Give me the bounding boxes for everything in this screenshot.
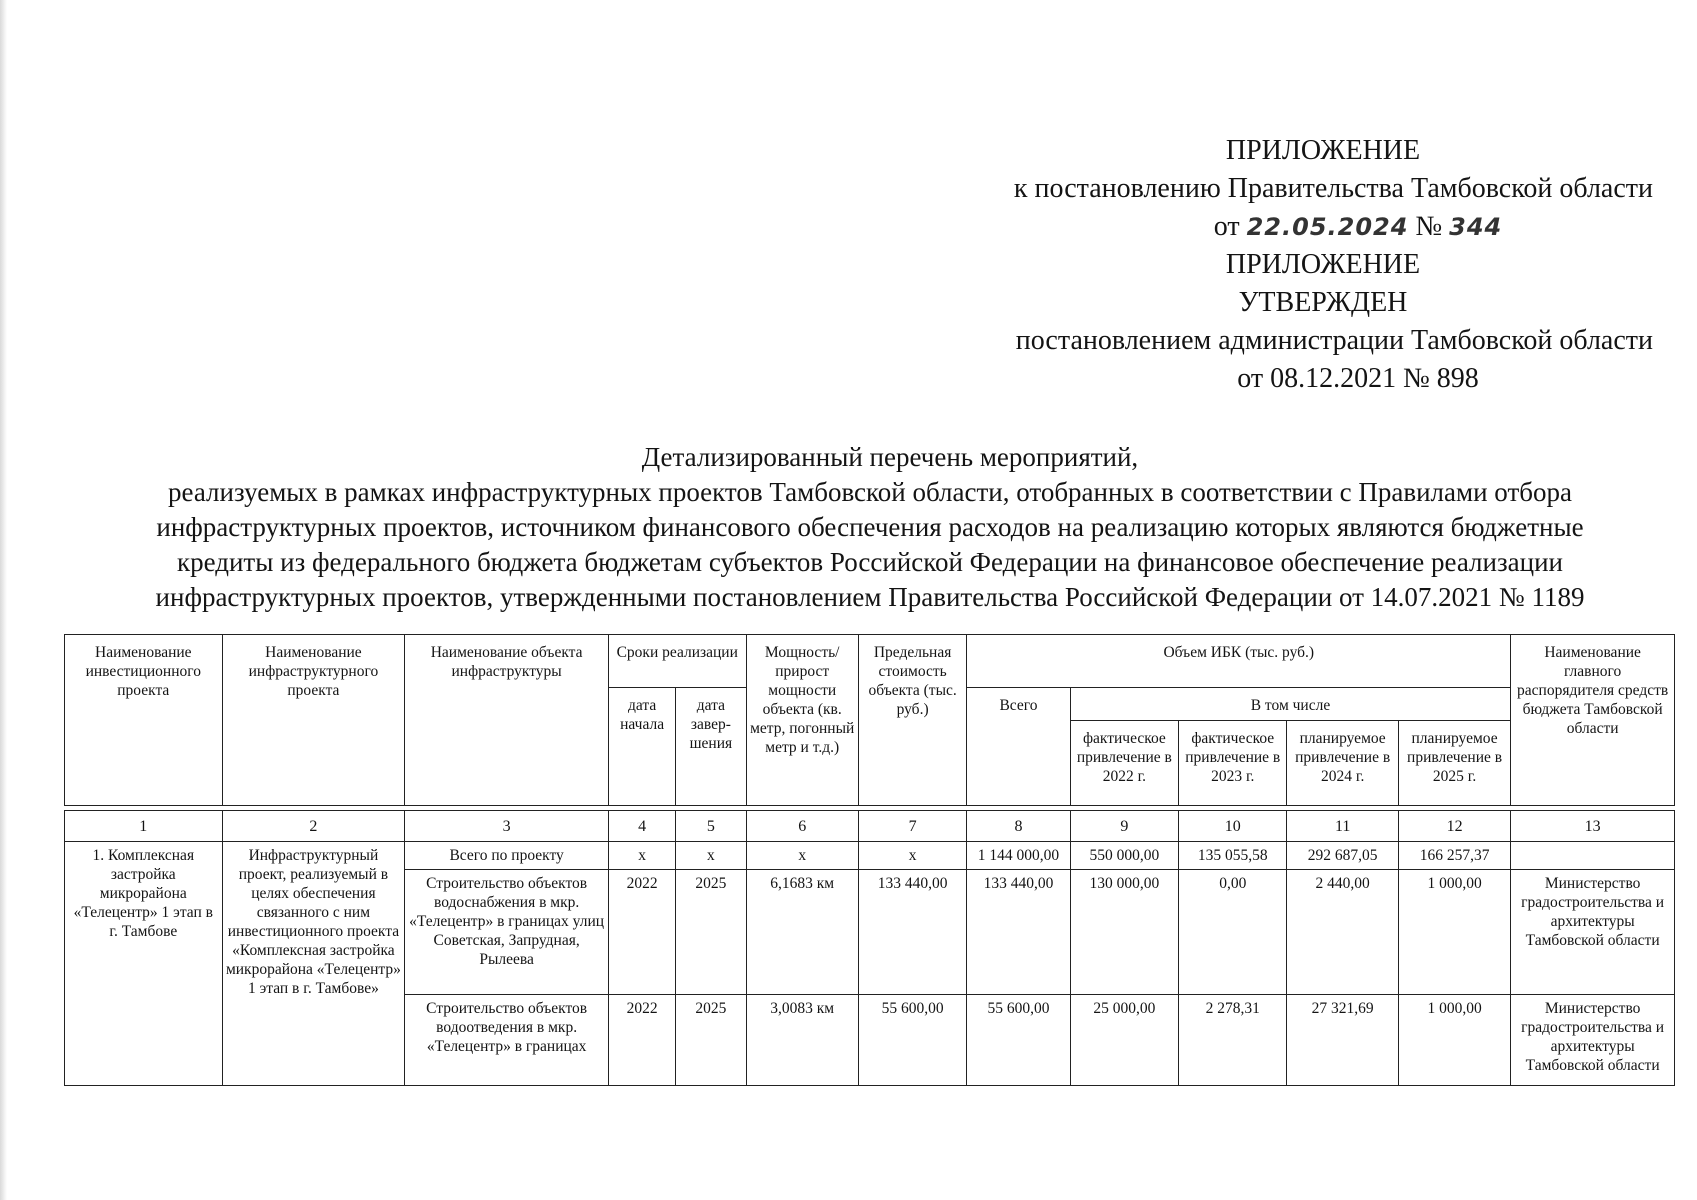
col-incl-header: В том числе [1070, 688, 1511, 721]
from-prefix: от [1213, 211, 1240, 242]
document-title [90, 440, 1650, 615]
column-numbers-row [65, 811, 1675, 842]
handwritten-number: 344 [1449, 213, 1503, 241]
object-capacity: 6,1683 км [746, 870, 858, 995]
infra-project-cell: Инфраструктурный проект, реализуемый в целях обеспечения связанного с ним инвестиционного проекта «Комплексная застройка микрорайона «Телецентр» 1 этап в г. Тамбове» [222, 842, 405, 1086]
appendix-1-title: ПРИЛОЖЕНИЕ [1225, 135, 1421, 166]
header-block [953, 132, 1653, 398]
appendix-1-date-line [953, 208, 1653, 246]
col-ibk-header: Объем ИБК (тыс. руб.) [967, 635, 1511, 688]
total-row-end: x [676, 842, 746, 870]
header-row-1 [65, 635, 1675, 688]
col-number: 8 [967, 811, 1070, 842]
col-number: 9 [1070, 811, 1178, 842]
title-line-4: кредиты из федерального бюджета бюджетам субъектов Российской Федерации на финансовое обеспечение реализации [177, 547, 1563, 577]
col-number: 12 [1398, 811, 1510, 842]
object-cost: 133 440,00 [858, 870, 966, 995]
col-ministry-header: Наименование главного распорядителя средств бюджета Тамбовской области [1511, 635, 1675, 806]
object-start: 2022 [609, 995, 676, 1086]
col-number: 1 [65, 811, 223, 842]
col-end-header: дата завер-шения [676, 688, 746, 806]
total-row-start: x [609, 842, 676, 870]
title-line-1: Детализированный перечень мероприятий, [641, 442, 1139, 472]
col-number: 11 [1287, 811, 1398, 842]
total-row-name: Всего по проекту [405, 842, 609, 870]
total-row-2022: 550 000,00 [1070, 842, 1178, 870]
object-name: Строительство объектов водоснабжения в мкр. «Телецентр» в границах улиц Советская, Запрудная, Рылеева [405, 870, 609, 995]
col-number: 7 [858, 811, 966, 842]
object-start: 2022 [609, 870, 676, 995]
object-2023: 0,00 [1179, 870, 1287, 995]
object-2022: 130 000,00 [1070, 870, 1178, 995]
approved-label: УТВЕРЖДЕН [1238, 287, 1408, 318]
object-2024: 27 321,69 [1287, 995, 1398, 1086]
object-2025: 1 000,00 [1398, 870, 1510, 995]
total-row-2024: 292 687,05 [1287, 842, 1398, 870]
col-number: 5 [676, 811, 746, 842]
object-2025: 1 000,00 [1398, 995, 1510, 1086]
approved-by: постановлением администрации Тамбовской области [1015, 325, 1653, 356]
total-row-capacity: x [746, 842, 858, 870]
object-2022: 25 000,00 [1070, 995, 1178, 1086]
title-line-3: инфраструктурных проектов, источником финансового обеспечения расходов на реализацию которых являются бюджетные [156, 512, 1584, 542]
object-2023: 2 278,31 [1179, 995, 1287, 1086]
total-row-2025: 166 257,37 [1398, 842, 1510, 870]
invest-project-cell: 1. Комплексная застройка микрорайона «Телецентр» 1 этап в г. Тамбове [65, 842, 223, 1086]
col-invest-project-header: Наименование инвестиционного проекта [65, 635, 223, 806]
total-row-cost: x [858, 842, 966, 870]
number-prefix: № [1415, 211, 1443, 242]
col-number: 4 [609, 811, 676, 842]
col-2025-header: планируемое привлечение в 2025 г. [1398, 721, 1510, 806]
total-row [65, 842, 1675, 870]
col-periods-header: Сроки реализации [609, 635, 747, 688]
col-cost-header: Предельная стоимость объекта (тыс. руб.) [858, 635, 966, 806]
object-end: 2025 [676, 995, 746, 1086]
total-row-total: 1 144 000,00 [967, 842, 1070, 870]
handwritten-date: 22.05.2024 [1246, 213, 1409, 241]
appendix-2-title: ПРИЛОЖЕНИЕ [1225, 249, 1421, 280]
col-start-header: дата начала [609, 688, 676, 806]
appendix-1-resolution: к постановлению Правительства Тамбовской области [1013, 173, 1653, 204]
object-end: 2025 [676, 870, 746, 995]
title-line-2: реализуемых в рамках инфраструктурных проектов Тамбовской области, отобранных в соответствии с Правилами отбора [168, 477, 1572, 507]
total-row-ministry [1511, 842, 1675, 870]
object-ministry: Министерство градостроительства и архитектуры Тамбовской области [1511, 870, 1675, 995]
col-2024-header: планируемое привлечение в 2024 г. [1287, 721, 1398, 806]
col-number: 2 [222, 811, 405, 842]
object-total: 133 440,00 [967, 870, 1070, 995]
object-total: 55 600,00 [967, 995, 1070, 1086]
object-cost: 55 600,00 [858, 995, 966, 1086]
total-row-2023: 135 055,58 [1179, 842, 1287, 870]
approved-date-line: от 08.12.2021 № 898 [1237, 363, 1479, 394]
title-line-5: инфраструктурных проектов, утвержденными постановлением Правительства Российской Федерации от 14.07.2021 № 1189 [155, 582, 1585, 612]
object-name: Строительство объектов водоотведения в мкр. «Телецентр» в границах [405, 995, 609, 1086]
measures-table [64, 634, 1675, 1086]
col-object-header: Наименование объекта инфраструктуры [405, 635, 609, 806]
object-2024: 2 440,00 [1287, 870, 1398, 995]
col-total-header: Всего [967, 688, 1070, 806]
col-number: 10 [1179, 811, 1287, 842]
object-ministry: Министерство градостроительства и архитектуры Тамбовской области [1511, 995, 1675, 1086]
col-infra-project-header: Наименование инфраструктурного проекта [222, 635, 405, 806]
col-2022-header: фактическое привлечение в 2022 г. [1070, 721, 1178, 806]
col-number: 6 [746, 811, 858, 842]
col-capacity-header: Мощность/ прирост мощности объекта (кв. метр, погонный метр и т.д.) [746, 635, 858, 806]
col-number: 13 [1511, 811, 1675, 842]
col-number: 3 [405, 811, 609, 842]
scan-edge [0, 0, 7, 1200]
col-2023-header: фактическое привлечение в 2023 г. [1179, 721, 1287, 806]
object-capacity: 3,0083 км [746, 995, 858, 1086]
